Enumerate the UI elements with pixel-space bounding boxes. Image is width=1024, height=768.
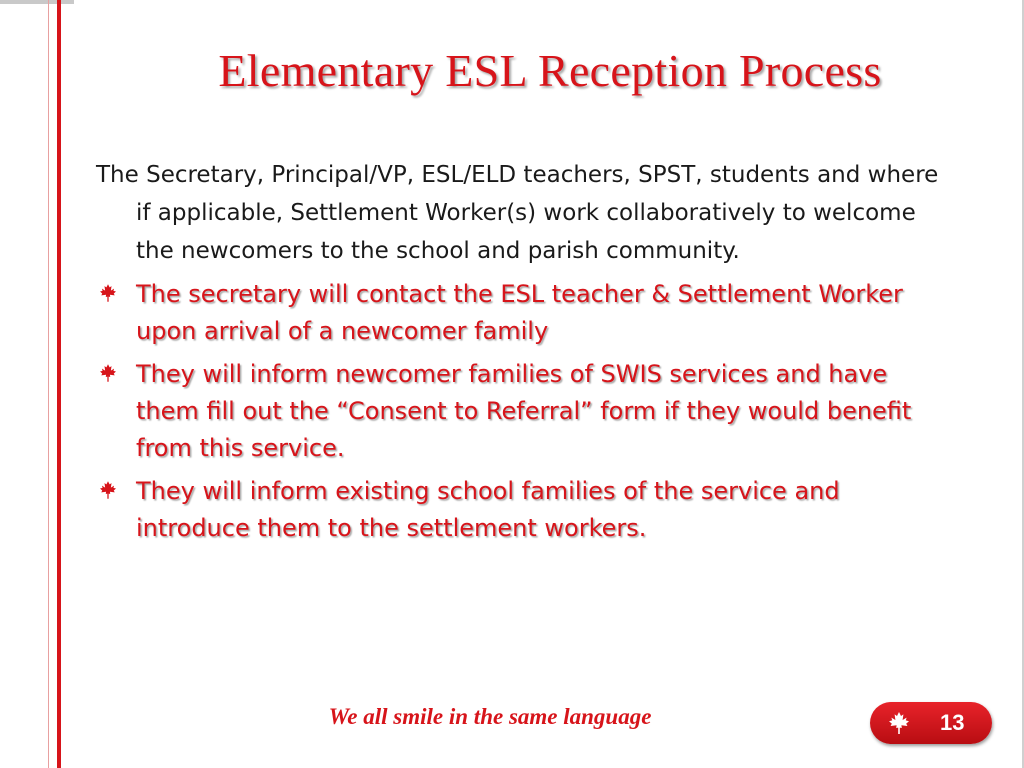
bullet-text: The secretary will contact the ESL teacher & Settlement Worker upon arrival of a newcomer family [136, 280, 903, 345]
maple-leaf-icon [100, 284, 116, 302]
footer-tagline: We all smile in the same language [328, 704, 652, 729]
maple-leaf-icon [888, 712, 910, 734]
page-number-badge [870, 702, 992, 744]
bullet-text: They will inform newcomer families of SWIS services and have them fill out the “Consent to Referral” form if they would benefit from this service. [136, 360, 912, 462]
maple-leaf-icon [100, 481, 116, 499]
intro-paragraph: The Secretary, Principal/VP, ESL/ELD teachers, SPST, students and where if applicable, Settlement Worker(s) work collaboratively to welcome the newcomers to the school and parish community. [96, 162, 939, 264]
bullet-item [96, 276, 956, 350]
bullet-list [96, 276, 956, 547]
left-red-rule [57, 0, 61, 768]
maple-leaf-icon [100, 364, 116, 382]
slide-title: Elementary ESL Reception Process [218, 45, 882, 96]
corner-artifact [0, 0, 74, 4]
slide-content [96, 156, 956, 553]
bullet-item [96, 356, 956, 467]
bullet-item [96, 473, 956, 547]
left-thin-rule [48, 0, 49, 768]
page-number: 13 [940, 710, 965, 735]
bullet-text: They will inform existing school families of the service and introduce them to the settlement workers. [136, 477, 840, 542]
